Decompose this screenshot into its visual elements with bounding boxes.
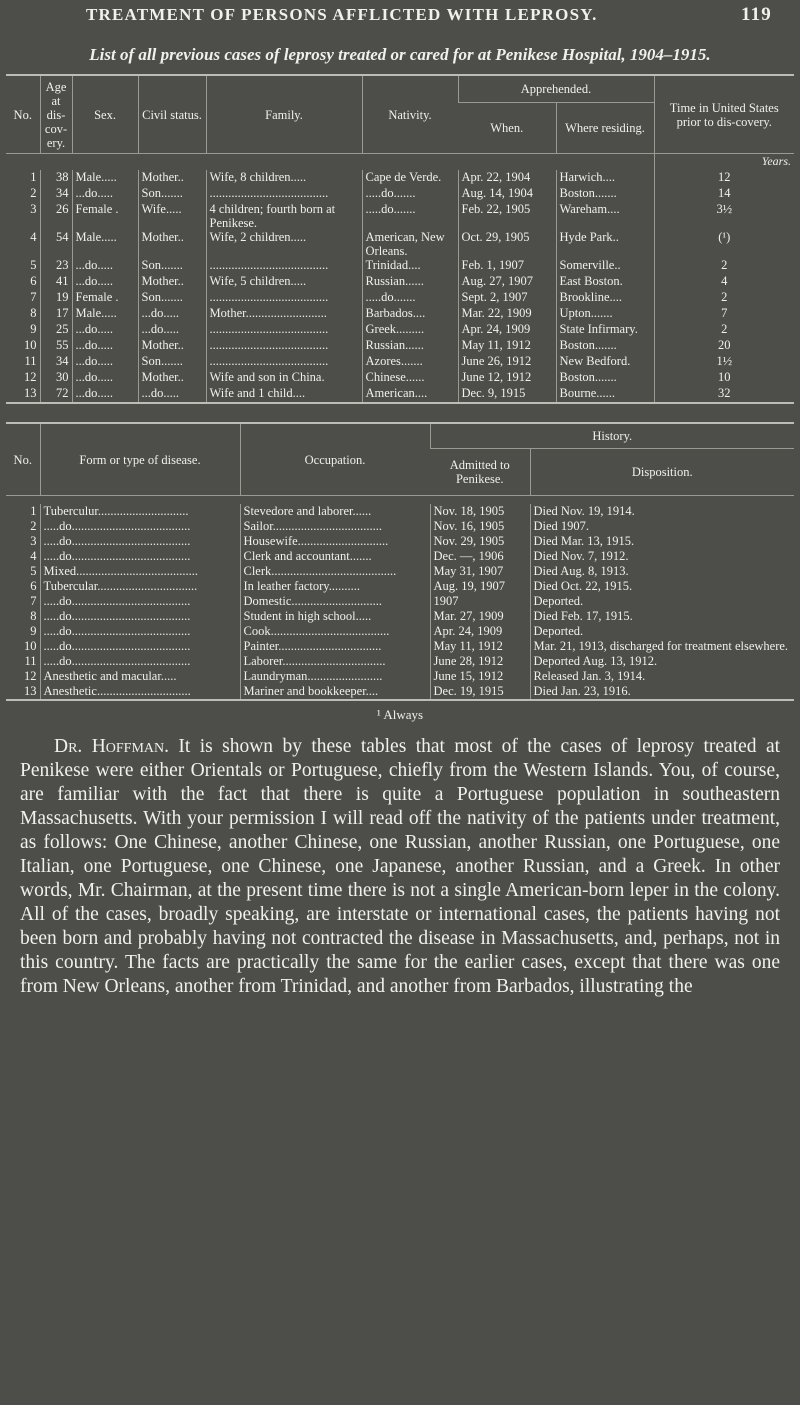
residence-cell: Brookline.... — [556, 290, 654, 306]
table-row — [6, 684, 794, 700]
disposition-cell: Died 1907. — [530, 519, 794, 534]
disposition-cell: Mar. 21, 1913, discharged for treatment elsewhere. — [530, 639, 794, 654]
table-row — [6, 354, 794, 370]
disposition-cell: Deported. — [530, 594, 794, 609]
sex-cell: Female . — [72, 290, 138, 306]
table-row — [6, 504, 794, 519]
table-row — [6, 186, 794, 202]
disease-form-cell: .....do...................................... — [40, 534, 240, 549]
age-cell: 26 — [40, 202, 72, 230]
disposition-cell: Died Jan. 23, 1916. — [530, 684, 794, 700]
occupation-cell: Laborer................................. — [240, 654, 430, 669]
header-nativity: Nativity. — [362, 75, 458, 154]
sex-cell: Female . — [72, 202, 138, 230]
case-number: 12 — [24, 669, 37, 683]
time-in-us-cell: 7 — [654, 306, 794, 322]
family-cell: ...................................... — [206, 290, 362, 306]
age-cell: 25 — [40, 322, 72, 338]
header-no-2: No. — [6, 423, 40, 496]
table-row — [6, 230, 794, 258]
table-row — [6, 534, 794, 549]
admitted-date-cell: Nov. 16, 1905 — [430, 519, 530, 534]
age-cell: 34 — [40, 354, 72, 370]
page-header — [6, 0, 794, 30]
civil-status-cell: Mother.. — [138, 170, 206, 186]
apprehended-date-cell: Oct. 29, 1905 — [458, 230, 556, 258]
table-row — [6, 669, 794, 684]
age-cell: 38 — [40, 170, 72, 186]
age-cell: 17 — [40, 306, 72, 322]
table-row — [6, 549, 794, 564]
civil-status-cell: Mother.. — [138, 274, 206, 290]
apprehended-date-cell: Aug. 27, 1907 — [458, 274, 556, 290]
table-row — [6, 519, 794, 534]
case-number: 4 — [30, 549, 37, 563]
cases-table-body — [6, 154, 794, 404]
sex-cell: Male..... — [72, 230, 138, 258]
nativity-cell: Greek......... — [362, 322, 458, 338]
nativity-cell: Russian...... — [362, 338, 458, 354]
family-cell: Wife, 8 children..... — [206, 170, 362, 186]
apprehended-date-cell: May 11, 1912 — [458, 338, 556, 354]
age-cell: 72 — [40, 386, 72, 403]
table-row — [6, 386, 794, 403]
admitted-date-cell: Mar. 27, 1909 — [430, 609, 530, 624]
case-number: 5 — [30, 564, 37, 578]
family-cell: Wife, 2 children..... — [206, 230, 362, 258]
family-cell: ...................................... — [206, 338, 362, 354]
age-cell: 54 — [40, 230, 72, 258]
table-row — [6, 258, 794, 274]
civil-status-cell: Son....... — [138, 290, 206, 306]
occupation-cell: Stevedore and laborer...... — [240, 504, 430, 519]
admitted-date-cell: 1907 — [430, 594, 530, 609]
civil-status-cell: Wife..... — [138, 202, 206, 230]
table-row — [6, 654, 794, 669]
disease-form-cell: .....do...................................... — [40, 549, 240, 564]
family-cell: ...................................... — [206, 186, 362, 202]
occupation-cell: Sailor................................... — [240, 519, 430, 534]
case-number: 12 — [24, 370, 37, 384]
age-cell: 19 — [40, 290, 72, 306]
case-number: 7 — [30, 594, 37, 608]
apprehended-date-cell: Apr. 22, 1904 — [458, 170, 556, 186]
residence-cell: Hyde Park.. — [556, 230, 654, 258]
disease-form-cell: Anesthetic.............................. — [40, 684, 240, 700]
nativity-cell: Azores....... — [362, 354, 458, 370]
disposition-cell: Died Feb. 17, 1915. — [530, 609, 794, 624]
header-no: No. — [6, 75, 40, 154]
nativity-cell: American, New Orleans. — [362, 230, 458, 258]
residence-cell: Wareham.... — [556, 202, 654, 230]
case-number: 3 — [30, 202, 37, 216]
case-number: 10 — [24, 338, 37, 352]
table-row — [6, 322, 794, 338]
sex-cell: ...do..... — [72, 274, 138, 290]
disease-form-cell: Mixed....................................... — [40, 564, 240, 579]
disposition-cell: Deported. — [530, 624, 794, 639]
age-cell: 23 — [40, 258, 72, 274]
apprehended-date-cell: Apr. 24, 1909 — [458, 322, 556, 338]
header-sex: Sex. — [72, 75, 138, 154]
time-in-us-cell: 2 — [654, 258, 794, 274]
nativity-cell: .....do....... — [362, 290, 458, 306]
time-in-us-cell: 1½ — [654, 354, 794, 370]
civil-status-cell: ...do..... — [138, 322, 206, 338]
nativity-cell: Cape de Verde. — [362, 170, 458, 186]
header-apprehended: Apprehended. — [458, 75, 654, 103]
table-row — [6, 290, 794, 306]
disease-form-cell: Tubercular................................ — [40, 579, 240, 594]
nativity-cell: .....do....... — [362, 186, 458, 202]
header-family: Family. — [206, 75, 362, 154]
disposition-cell: Died Aug. 8, 1913. — [530, 564, 794, 579]
admitted-date-cell: Dec. 19, 1915 — [430, 684, 530, 700]
table-row — [6, 274, 794, 290]
case-number: 13 — [24, 684, 37, 698]
apprehended-date-cell: Feb. 1, 1907 — [458, 258, 556, 274]
case-number: 8 — [30, 306, 37, 320]
residence-cell: State Infirmary. — [556, 322, 654, 338]
header-where-residing: Where residing. — [556, 103, 654, 154]
civil-status-cell: ...do..... — [138, 306, 206, 322]
family-cell: Wife and son in China. — [206, 370, 362, 386]
residence-cell: Harwich.... — [556, 170, 654, 186]
table-row — [6, 338, 794, 354]
occupation-cell: Clerk and accountant....... — [240, 549, 430, 564]
speaker-name: Dr. Hoffman. — [54, 736, 170, 757]
table-row — [6, 370, 794, 386]
time-in-us-cell: 32 — [654, 386, 794, 403]
family-cell: ...................................... — [206, 258, 362, 274]
nativity-cell: Russian...... — [362, 274, 458, 290]
table-row — [6, 639, 794, 654]
admitted-date-cell: Aug. 19, 1907 — [430, 579, 530, 594]
time-in-us-cell: 14 — [654, 186, 794, 202]
family-cell: 4 children; fourth born at Penikese. — [206, 202, 362, 230]
case-number: 5 — [30, 258, 37, 272]
history-table-body — [6, 496, 794, 701]
header-admitted: Admitted to Penikese. — [430, 449, 530, 496]
case-number: 11 — [24, 654, 37, 668]
sex-cell: ...do..... — [72, 258, 138, 274]
time-in-us-cell: 4 — [654, 274, 794, 290]
footnote: ¹ Always — [376, 707, 424, 722]
nativity-cell: Barbados.... — [362, 306, 458, 322]
occupation-cell: In leather factory.......... — [240, 579, 430, 594]
residence-cell: Upton....... — [556, 306, 654, 322]
occupation-cell: Domestic............................. — [240, 594, 430, 609]
family-cell: ...................................... — [206, 354, 362, 370]
table-row — [6, 594, 794, 609]
case-number: 9 — [30, 624, 37, 638]
disposition-cell: Died Oct. 22, 1915. — [530, 579, 794, 594]
occupation-cell: Cook...................................... — [240, 624, 430, 639]
sex-cell: ...do..... — [72, 354, 138, 370]
case-number: 3 — [30, 534, 37, 548]
case-number: 8 — [30, 609, 37, 623]
sex-cell: ...do..... — [72, 386, 138, 403]
sex-cell: Male..... — [72, 170, 138, 186]
occupation-cell: Painter................................. — [240, 639, 430, 654]
table-row — [6, 579, 794, 594]
occupation-cell: Student in high school..... — [240, 609, 430, 624]
disease-form-cell: .....do...................................... — [40, 624, 240, 639]
age-cell: 41 — [40, 274, 72, 290]
sex-cell: ...do..... — [72, 322, 138, 338]
admitted-date-cell: May 11, 1912 — [430, 639, 530, 654]
disposition-cell: Deported Aug. 13, 1912. — [530, 654, 794, 669]
disposition-cell: Released Jan. 3, 1914. — [530, 669, 794, 684]
header-disposition: Disposition. — [530, 449, 794, 496]
cases-table — [6, 74, 794, 404]
table-row — [6, 170, 794, 186]
disease-form-cell: .....do...................................... — [40, 594, 240, 609]
disposition-cell: Died Mar. 13, 1915. — [530, 534, 794, 549]
nativity-cell: American.... — [362, 386, 458, 403]
apprehended-date-cell: June 26, 1912 — [458, 354, 556, 370]
residence-cell: Boston....... — [556, 186, 654, 202]
apprehended-date-cell: Feb. 22, 1905 — [458, 202, 556, 230]
occupation-cell: Housewife............................. — [240, 534, 430, 549]
age-cell: 30 — [40, 370, 72, 386]
header-history: History. — [430, 423, 794, 449]
residence-cell: Somerville.. — [556, 258, 654, 274]
time-in-us-cell: 12 — [654, 170, 794, 186]
sex-cell: Male..... — [72, 306, 138, 322]
time-in-us-cell: 3½ — [654, 202, 794, 230]
disease-form-cell: .....do...................................... — [40, 654, 240, 669]
case-number: 7 — [30, 290, 37, 304]
disease-form-cell: .....do...................................... — [40, 639, 240, 654]
body-text: It is shown by these tables that most of the cases of leprosy treated at Penikese were either Orientals or Portuguese, chiefly from the Western Islands. You, of course, are familiar with the fact that there is quite a Portuguese population in southeastern Massachusetts. With your permission I will read off the nativity of the patients under treatment, as follows: One Chinese, another Chinese, one Russian, another Russian, one Portuguese, one Italian, one Portuguese, one Chinese, one Japanese, another Russian, and a Greek. In other words, Mr. Chairman, at the present time there is not a single American-born leper in the colony. All of the cases, broadly speaking, are interstate or international cases, the patients having not been born and probably having not contracted the disease in Massachusetts, and, perhaps, not in this country. The facts are practically the same for the earlier cases, except that there was one from New Orleans, another from Trinidad, and another from Barbados, illustrating the — [20, 736, 781, 997]
admitted-date-cell: June 28, 1912 — [430, 654, 530, 669]
case-number: 6 — [30, 579, 37, 593]
case-number: 6 — [30, 274, 37, 288]
family-cell: Wife, 5 children..... — [206, 274, 362, 290]
disposition-cell: Died Nov. 7, 1912. — [530, 549, 794, 564]
time-in-us-cell: 2 — [654, 290, 794, 306]
time-in-us-cell: 20 — [654, 338, 794, 354]
disposition-cell: Died Nov. 19, 1914. — [530, 504, 794, 519]
residence-cell: East Boston. — [556, 274, 654, 290]
case-number: 2 — [30, 186, 37, 200]
admitted-date-cell: Dec. —, 1906 — [430, 549, 530, 564]
case-number: 4 — [30, 230, 37, 244]
civil-status-cell: Mother.. — [138, 230, 206, 258]
table-row — [6, 624, 794, 639]
admitted-date-cell: May 31, 1907 — [430, 564, 530, 579]
residence-cell: Boston....... — [556, 338, 654, 354]
sex-cell: ...do..... — [72, 186, 138, 202]
civil-status-cell: Son....... — [138, 186, 206, 202]
age-cell: 55 — [40, 338, 72, 354]
apprehended-date-cell: Mar. 22, 1909 — [458, 306, 556, 322]
civil-status-cell: Son....... — [138, 258, 206, 274]
time-in-us-cell: 10 — [654, 370, 794, 386]
age-cell: 34 — [40, 186, 72, 202]
page-number: 119 — [740, 4, 772, 25]
admitted-date-cell: June 15, 1912 — [430, 669, 530, 684]
table-row — [6, 564, 794, 579]
case-number: 11 — [24, 354, 37, 368]
header-when: When. — [458, 103, 556, 154]
civil-status-cell: Mother.. — [138, 370, 206, 386]
running-title: TREATMENT OF PERSONS AFFLICTED WITH LEPROSY. — [86, 5, 598, 24]
header-time-in-us: Time in United States prior to dis-covery. — [654, 75, 794, 154]
body-paragraph — [20, 735, 780, 999]
admitted-date-cell: Apr. 24, 1909 — [430, 624, 530, 639]
civil-status-cell: Son....... — [138, 354, 206, 370]
history-table — [6, 422, 794, 701]
table-row — [6, 306, 794, 322]
residence-cell: Bourne...... — [556, 386, 654, 403]
family-cell: Wife and 1 child.... — [206, 386, 362, 403]
nativity-cell: Chinese...... — [362, 370, 458, 386]
time-in-us-cell: (¹) — [654, 230, 794, 258]
occupation-cell: Clerk........................................ — [240, 564, 430, 579]
residence-cell: New Bedford. — [556, 354, 654, 370]
family-cell: ...................................... — [206, 322, 362, 338]
apprehended-date-cell: June 12, 1912 — [458, 370, 556, 386]
residence-cell: Boston....... — [556, 370, 654, 386]
apprehended-date-cell: Aug. 14, 1904 — [458, 186, 556, 202]
case-number: 13 — [24, 386, 37, 400]
admitted-date-cell: Nov. 29, 1905 — [430, 534, 530, 549]
nativity-cell: .....do....... — [362, 202, 458, 230]
sex-cell: ...do..... — [72, 338, 138, 354]
civil-status-cell: Mother.. — [138, 338, 206, 354]
case-number: 2 — [30, 519, 37, 533]
header-age: Age at dis-cov-ery. — [40, 75, 72, 154]
disease-form-cell: .....do...................................... — [40, 519, 240, 534]
family-cell: Mother.......................... — [206, 306, 362, 322]
table-row — [6, 609, 794, 624]
sex-cell: ...do..... — [72, 370, 138, 386]
nativity-cell: Trinidad.... — [362, 258, 458, 274]
occupation-cell: Laundryman........................ — [240, 669, 430, 684]
admitted-date-cell: Nov. 18, 1905 — [430, 504, 530, 519]
case-number: 1 — [30, 504, 37, 518]
years-label: Years. — [654, 154, 794, 171]
header-form: Form or type of disease. — [40, 423, 240, 496]
time-in-us-cell: 2 — [654, 322, 794, 338]
header-civil-status: Civil status. — [138, 75, 206, 154]
case-number: 10 — [24, 639, 37, 653]
table-row — [6, 202, 794, 230]
disease-form-cell: .....do...................................... — [40, 609, 240, 624]
case-number: 1 — [30, 170, 37, 184]
apprehended-date-cell: Sept. 2, 1907 — [458, 290, 556, 306]
apprehended-date-cell: Dec. 9, 1915 — [458, 386, 556, 403]
civil-status-cell: ...do..... — [138, 386, 206, 403]
table-caption: List of all previous cases of leprosy treated or cared for at Penikese Hospital, 1904–1915. — [89, 45, 711, 64]
case-number: 9 — [30, 322, 37, 336]
disease-form-cell: Anesthetic and macular..... — [40, 669, 240, 684]
header-occupation: Occupation. — [240, 423, 430, 496]
occupation-cell: Mariner and bookkeeper.... — [240, 684, 430, 700]
disease-form-cell: Tuberculur............................. — [40, 504, 240, 519]
